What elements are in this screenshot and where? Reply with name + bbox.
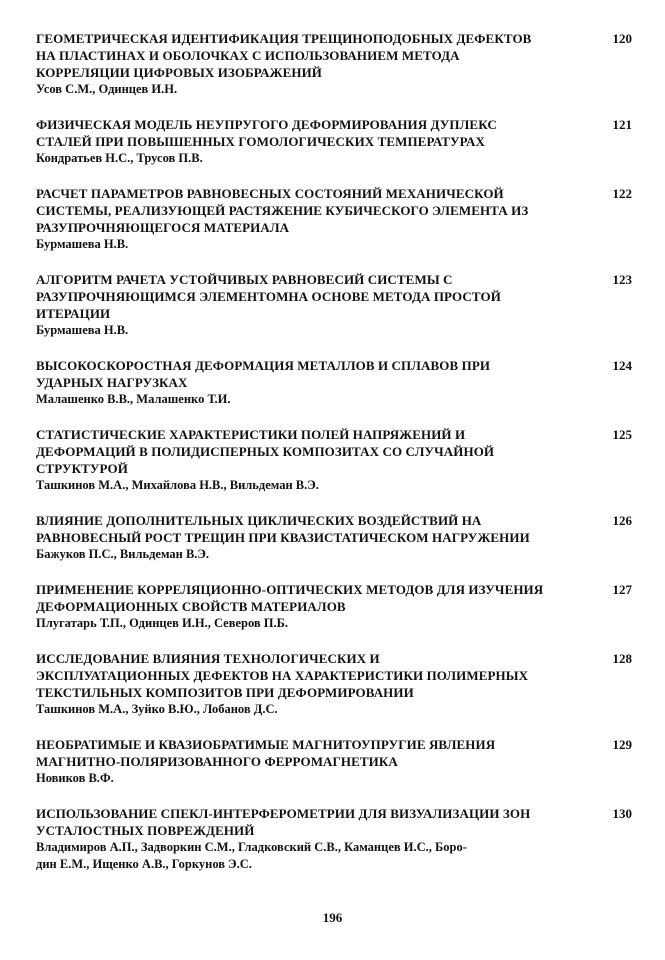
toc-entry-authors: Усов С.М., Одинцев И.Н.	[36, 82, 178, 96]
toc-entry	[36, 185, 632, 253]
toc-entry-page: 124	[612, 358, 632, 373]
toc-entry-page: 121	[612, 117, 632, 132]
toc-entry-row	[36, 736, 632, 770]
toc-entry	[36, 512, 632, 563]
page-number: 196	[322, 910, 343, 925]
toc-entry-title: РАСЧЕТ ПАРАМЕТРОВ РАВНОВЕСНЫХ СОСТОЯНИЙ МЕХАНИЧЕСКОЙ СИСТЕМЫ, РЕАЛИЗУЮЩЕЙ РАСТЯЖЕНИЕ КУБИЧЕСКОГО ЭЛЕМЕНТА ИЗ РАЗУПРОЧНЯЮЩЕГОСЯ МАТЕРИАЛА	[36, 186, 529, 235]
toc-entry-authors: Владимиров А.П., Задворкин С.М., Гладковский С.В., Каманцев И.С., Боро- дин Е.М., Ищенко А.В., Горкунов Э.С.	[36, 840, 467, 871]
toc-entry-row	[36, 426, 632, 477]
toc-entry	[36, 357, 632, 408]
toc-entry-title: ПРИМЕНЕНИЕ КОРРЕЛЯЦИОННО-ОПТИЧЕСКИХ МЕТОДОВ ДЛЯ ИЗУЧЕНИЯ ДЕФОРМАЦИОННЫХ СВОЙСТВ МАТЕРИАЛОВ	[36, 582, 544, 614]
toc-entry-row	[36, 116, 632, 150]
toc-entry-page: 122	[612, 186, 632, 201]
toc-entry-authors: Ташкинов М.А., Зуйко В.Ю., Лобанов Д.С.	[36, 702, 278, 716]
toc-entry	[36, 581, 632, 632]
toc-entry-title: ВЛИЯНИЕ ДОПОЛНИТЕЛЬНЫХ ЦИКЛИЧЕСКИХ ВОЗДЕЙСТВИЙ НА РАВНОВЕСНЫЙ РОСТ ТРЕЩИН ПРИ КВАЗИСТАТИЧЕСКОМ НАГРУЖЕНИИ	[36, 513, 530, 545]
toc-entry-authors: Кондратьев Н.С., Трусов П.В.	[36, 151, 203, 165]
toc-entry	[36, 805, 632, 873]
toc-entry-page: 120	[612, 31, 632, 46]
toc-entry-authors: Ташкинов М.А., Михайлова Н.В., Вильдеман В.Э.	[36, 478, 319, 492]
toc-entry-page: 123	[612, 272, 632, 287]
toc-entry-title: ИСПОЛЬЗОВАНИЕ СПЕКЛ-ИНТЕРФЕРОМЕТРИИ ДЛЯ ВИЗУАЛИЗАЦИИ ЗОН УСТАЛОСТНЫХ ПОВРЕЖДЕНИЙ	[36, 806, 531, 838]
toc-entry-page: 129	[612, 737, 632, 752]
toc-entry	[36, 736, 632, 787]
toc-entry-authors: Плугатарь Т.П., Одинцев И.Н., Северов П.Б.	[36, 616, 289, 630]
toc-entry-page: 128	[612, 651, 632, 666]
toc-entry-title: ИССЛЕДОВАНИЕ ВЛИЯНИЯ ТЕХНОЛОГИЧЕСКИХ И ЭКСПЛУАТАЦИОННЫХ ДЕФЕКТОВ НА ХАРАКТЕРИСТИКИ ПОЛИМЕРНЫХ ТЕКСТИЛЬНЫХ КОМПОЗИТОВ ПРИ ДЕФОРМИРОВАНИИ	[36, 651, 529, 700]
toc-entry-row	[36, 271, 632, 322]
toc-entry-row	[36, 805, 632, 839]
toc-entry	[36, 426, 632, 494]
toc-entry-title: НЕОБРАТИМЫЕ И КВАЗИОБРАТИМЫЕ МАГНИТОУПРУГИЕ ЯВЛЕНИЯ МАГНИТНО-ПОЛЯРИЗОВАННОГО ФЕРРОМАГНЕТИКА	[36, 737, 496, 769]
toc-entry	[36, 116, 632, 167]
table-of-contents	[36, 30, 632, 891]
toc-entry-row	[36, 30, 632, 81]
toc-entry-title: ВЫСОКОСКОРОСТНАЯ ДЕФОРМАЦИЯ МЕТАЛЛОВ И СПЛАВОВ ПРИ УДАРНЫХ НАГРУЗКАХ	[36, 358, 491, 390]
toc-entry-row	[36, 185, 632, 236]
toc-entry-row	[36, 581, 632, 615]
toc-entry-title: ФИЗИЧЕСКАЯ МОДЕЛЬ НЕУПРУГОГО ДЕФОРМИРОВАНИЯ ДУПЛЕКС СТАЛЕЙ ПРИ ПОВЫШЕННЫХ ГОМОЛОГИЧЕСКИХ ТЕМПЕРАТУРАХ	[36, 117, 497, 149]
toc-entry-authors: Малашенко В.В., Малашенко Т.И.	[36, 392, 231, 406]
toc-entry-authors: Бурмашева Н.В.	[36, 237, 129, 251]
toc-entry-page: 126	[612, 513, 632, 528]
toc-entry	[36, 271, 632, 339]
toc-entry-row	[36, 650, 632, 701]
toc-entry-authors: Бажуков П.С., Вильдеман В.Э.	[36, 547, 210, 561]
toc-entry-page: 125	[612, 427, 632, 442]
toc-entry	[36, 650, 632, 718]
toc-entry-title: ГЕОМЕТРИЧЕСКАЯ ИДЕНТИФИКАЦИЯ ТРЕЩИНОПОДОБНЫХ ДЕФЕКТОВ НА ПЛАСТИНАХ И ОБОЛОЧКАХ С ИСПОЛЬЗОВАНИЕМ МЕТОДА КОРРЕЛЯЦИИ ЦИФРОВЫХ ИЗОБРАЖЕНИЙ	[36, 31, 532, 80]
toc-entry-page: 127	[612, 582, 632, 597]
toc-entry-authors: Бурмашева Н.В.	[36, 323, 129, 337]
toc-entry-row	[36, 512, 632, 546]
toc-entry-row	[36, 357, 632, 391]
toc-entry-title: АЛГОРИТМ РАЧЕТА УСТОЙЧИВЫХ РАВНОВЕСИЙ СИСТЕМЫ С РАЗУПРОЧНЯЮЩИМСЯ ЭЛЕМЕНТОМНА ОСНОВЕ МЕТОДА ПРОСТОЙ ИТЕРАЦИИ	[36, 272, 501, 321]
toc-entry	[36, 30, 632, 98]
toc-entry-title: СТАТИСТИЧЕСКИЕ ХАРАКТЕРИСТИКИ ПОЛЕЙ НАПРЯЖЕНИЙ И ДЕФОРМАЦИЙ В ПОЛИДИСПЕРНЫХ КОМПОЗИТАХ СО СЛУЧАЙНОЙ СТРУКТУРОЙ	[36, 427, 495, 476]
toc-entry-page: 130	[612, 806, 632, 821]
toc-entry-authors: Новиков В.Ф.	[36, 771, 114, 785]
